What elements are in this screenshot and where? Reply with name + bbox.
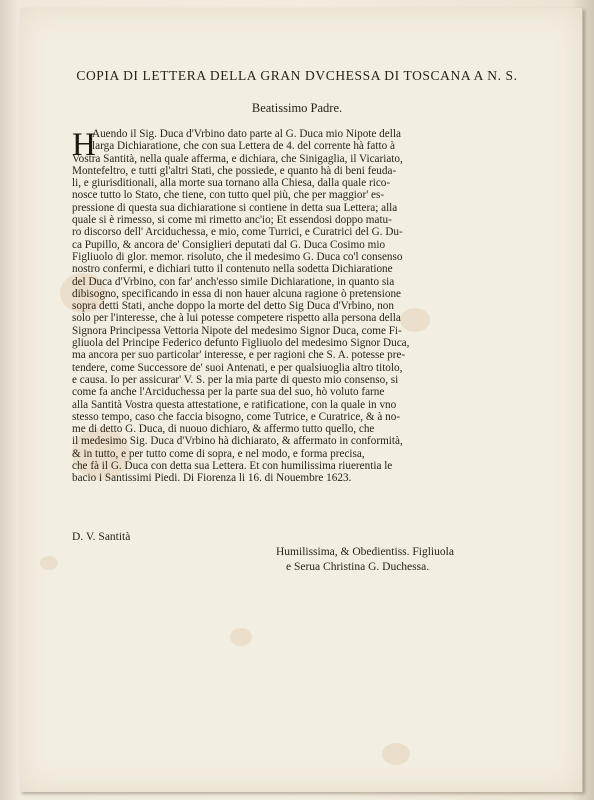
body-line: il medesimo Sig. Duca d'Vrbino hà dichiarato, & affermato in conformità, xyxy=(72,435,403,448)
body-line: ro discorso dell' Arciduchessa, e mio, come Turrici, e Curatrici del G. Du- xyxy=(72,226,403,239)
body-line: Auendo il Sig. Duca d'Vrbino dato parte al G. Duca mio Nipote della xyxy=(92,128,401,140)
drop-cap: H xyxy=(72,127,96,163)
body-line: nostro confermi, e dichiari tutto il contenuto nella sodetta Dichiaratione xyxy=(72,263,393,276)
letter-body xyxy=(72,128,514,485)
foxing-stain xyxy=(40,556,58,570)
body-line: solo per l'interesse, che à lui potesse competere rispetto alla persona della xyxy=(72,312,401,325)
body-line: pressione di questa sua dichiaratione si contiene in detta sua Lettera; alla xyxy=(72,201,398,214)
body-line: alla Santità Vostra questa attestatione, e ratificatione, con la quale in vno xyxy=(72,398,397,411)
body-line: Figliuolo di glor. memor. risoluto, che il medesimo G. Duca co'l consenso xyxy=(72,250,403,263)
body-line: sopra detti Stati, anche doppo la morte del detto Sig Duca d'Vrbino, non xyxy=(72,300,394,313)
body-line: quale si è rimesso, si come mi rimetto anc'io; Et essendosi doppo matu- xyxy=(72,214,392,227)
body-line: e causa. Io per assicurar' V. S. per la mia parte di questo mio consenso, si xyxy=(72,373,399,386)
letter-lines xyxy=(72,128,514,485)
body-line: me di detto G. Duca, di nuouo dichiaro, & affermo tutto quello, che xyxy=(72,423,375,436)
signature-line-1: Humilissima, & Obedientiss. Figliuola xyxy=(276,546,454,558)
foxing-stain xyxy=(230,628,252,646)
closing-address: D. V. Santità xyxy=(72,531,131,543)
body-line: dibisogno, specificando in essa di non hauer alcuna ragione ò pretensione xyxy=(72,287,401,300)
body-line: tendere, come Successore de' suoi Antenati, e per qualsiuoglia altro titolo, xyxy=(72,361,403,374)
body-line: gliuola del Principe Federico defunto Figliuolo del medesimo Signor Duca, xyxy=(72,337,410,350)
body-line: che fà il G. Duca con detta sua Lettera. Et con humilissima riuerentia le xyxy=(72,460,393,473)
body-line: & in tutto, e per tutto come di sopra, e nel modo, e forma precisa, xyxy=(72,447,365,460)
body-line: Vostra Santità, nella quale afferma, e dichiara, che Sinigaglia, il Vicariato, xyxy=(72,152,403,165)
body-line: li, e giurisditionali, alla morte sua tornano alla Chiesa, dalla quale rico- xyxy=(72,177,391,190)
body-line: larga Dichiaratione, che con sua Lettera de 4. del corrente hà fatto à xyxy=(92,140,395,153)
signature-line-2: e Serua Christina G. Duchessa. xyxy=(286,561,430,573)
body-line: bacio i Santissimi Piedi. Di Fiorenza li 16. di Nouembre 1623. xyxy=(72,472,352,485)
foxing-stain xyxy=(382,743,410,765)
body-line: Signora Principessa Vettoria Nipote del medesimo Signor Duca, come Fi- xyxy=(72,324,402,337)
body-line: ca Pupillo, & ancora de' Consiglieri deputati dal G. Duca Cosimo mio xyxy=(72,238,386,251)
salutation: Beatissimo Padre. xyxy=(251,101,343,115)
body-line: ma ancora per suo particolar' interesse, e per ragioni che S. A. potesse pre- xyxy=(72,349,406,362)
body-line: nosce tutto lo Stato, che tiene, con tutto quel più, che per maggior' es- xyxy=(72,189,385,202)
body-line: del Duca d'Vrbino, con far' anch'esso simile Dichiaratione, in quanto sia xyxy=(72,275,395,288)
closing-signature xyxy=(276,545,454,575)
body-line: Montefeltro, e tutti gl'altri Stati, che possiede, e quanto hà di beni feuda- xyxy=(72,164,397,177)
document-heading: COPIA DI LETTERA DELLA GRAN DVCHESSA DI TOSCANA A N. S. xyxy=(76,68,518,83)
body-line: stesso tempo, caso che faccia bisogno, come Tutrice, e Curatrice, & à no- xyxy=(72,410,401,423)
body-line: come fa anche l'Arciduchessa per la parte sua del suo, hò voluto farne xyxy=(72,386,385,399)
